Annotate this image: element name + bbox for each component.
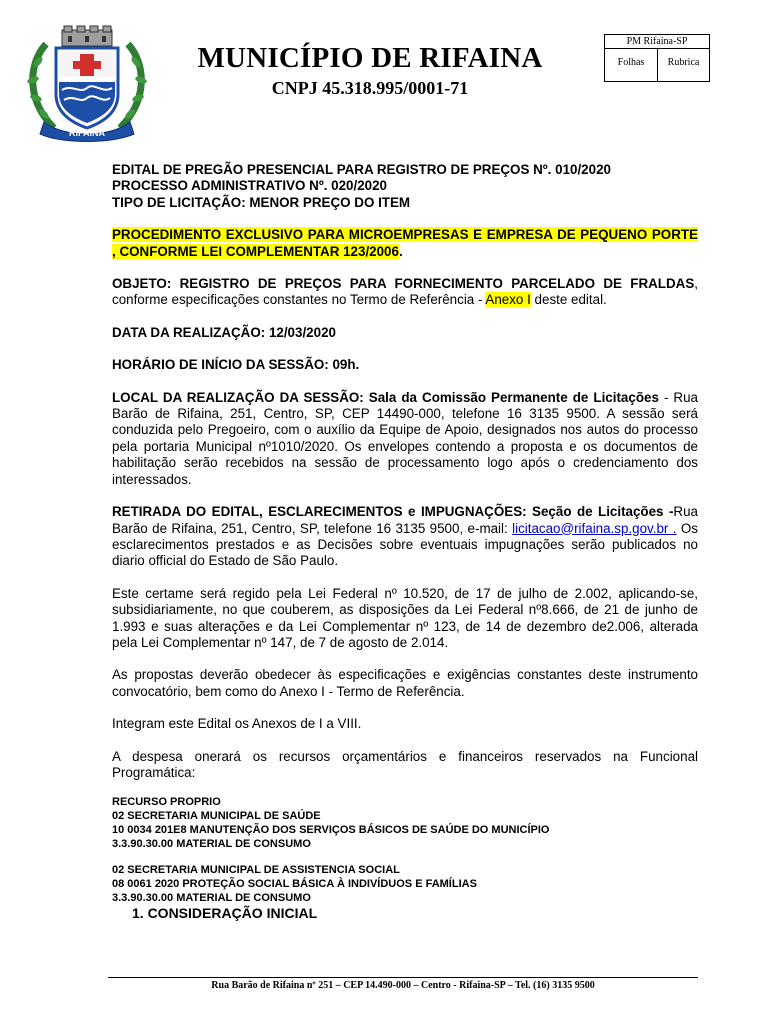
despesa-paragraph: A despesa onerará os recursos orçamentários e financeiros reservados na Funcional Programática: [112, 748, 698, 780]
recurso-line: RECURSO PROPRIO [112, 796, 221, 809]
recurso-line: 02 SECRETARIA MUNICIPAL DE ASSISTENCIA SOCIAL [112, 864, 400, 877]
recursos-block-1 [112, 795, 698, 851]
edital-line-2: PROCESSO ADMINISTRATIVO Nº. 020/2020 [112, 178, 388, 194]
recurso-line: 10 0034 201E8 MANUTENÇÃO DOS SERVIÇOS BÁSICOS DE SAÚDE DO MUNICÍPIO [112, 824, 550, 837]
page-stamp-box [604, 34, 710, 82]
email-link[interactable]: licitacao@rifaina.sp.gov.br . [512, 520, 677, 536]
recurso-line: 08 0061 2020 PROTEÇÃO SOCIAL BÁSICA À INDIVÍDUOS E FAMÍLIAS [112, 878, 477, 891]
propostas-paragraph: As propostas deverão obedecer às especificações e exigências constantes deste instrumento convocatório, bem como do Anexo I - Termo de Referência. [112, 667, 698, 699]
footer-divider [108, 977, 698, 978]
data-realizacao: DATA DA REALIZAÇÃO: 12/03/2020 [112, 324, 336, 340]
recurso-line: 3.3.90.30.00 MATERIAL DE CONSUMO [112, 892, 311, 905]
stamp-rubrica: Rubrica [667, 57, 700, 68]
page-footer: Rua Barão de Rifaina nº 251 – CEP 14.490-000 – Centro - Rifaina-SP – Tel. (16) 3135 9500 [211, 980, 595, 991]
exclusivo-paragraph: PROCEDIMENTO EXCLUSIVO PARA MICROEMPRESAS E EMPRESA DE PEQUENO PORTE , CONFORME LEI COMPLEMENTAR 123/2006. [112, 227, 698, 259]
retirada-paragraph: RETIRADA DO EDITAL, ESCLARECIMENTOS e IMPUGNAÇÕES: Seção de Licitações -Rua Barão de Rifaina, 251, Centro, SP, telefone 16 3135 9500, e-mail: licitacao@rifaina.sp.gov.br . Os esclarecimentos prestados e as Decisões sobre eventuais impugnações serão publicados no diario official do Estado de São Paulo. [112, 504, 698, 569]
horario-sessao: HORÁRIO DE INÍCIO DA SESSÃO: 09h. [112, 357, 360, 373]
recurso-line: 3.3.90.30.00 MATERIAL DE CONSUMO [112, 838, 311, 851]
stamp-title: PM Rifaina-SP [626, 36, 688, 47]
recurso-line: 02 SECRETARIA MUNICIPAL DE SAÚDE [112, 810, 321, 823]
document-body [112, 162, 698, 922]
recursos-block-2 [112, 863, 698, 905]
stamp-folhas: Folhas [605, 49, 658, 82]
local-paragraph: LOCAL DA REALIZAÇÃO DA SESSÃO: Sala da Comissão Permanente de Licitações - Rua Barão de Rifaina, 251, Centro, SP, CEP 14490-000, telefone 16 3135 9500. A sessão será conduzida pelo Pregoeiro, com o auxílio da Equipe de Apoio, designados nos autos do processo pela portaria Municipal nº1010/2020. Os envelopes contendo a proposta e os documentos de habilitação serão recebidos na sessão de processamento logo após o credenciamento dos interessados. [112, 389, 698, 487]
crest-ribbon-text: RIFAINA [69, 128, 105, 138]
cnpj: CNPJ 45.318.995/0001-71 [271, 78, 469, 98]
objeto-paragraph: OBJETO: REGISTRO DE PREÇOS PARA FORNECIMENTO PARCELADO DE FRALDAS, conforme especificações constantes no Termo de Referência - Anexo I deste edital. [112, 276, 698, 308]
edital-line-1: EDITAL DE PREGÃO PRESENCIAL PARA REGISTRO DE PREÇOS Nº. 010/2020 [112, 162, 611, 177]
anexos-paragraph: Integram este Edital os Anexos de I a VIII. [112, 716, 362, 732]
page-title: MUNICÍPIO DE RIFAINA [197, 42, 543, 74]
edital-line-3: TIPO DE LICITAÇÃO: MENOR PREÇO DO ITEM [112, 194, 411, 210]
lei-paragraph: Este certame será regido pela Lei Federal nº 10.520, de 17 de julho de 2.002, aplicando-se, subsidiariamente, no que couberem, as disposições da Lei Federal nº8.666, de 21 de junho de 1.993 e suas alterações e da Lei Complementar nº 123, de 14 de dezembro de2.006, alterada pela Lei Complementar nº 147, de 7 de agosto de 2.014. [112, 585, 698, 650]
exclusivo-highlight: PROCEDIMENTO EXCLUSIVO PARA MICROEMPRESAS E EMPRESA DE PEQUENO PORTE , CONFORME LEI COMPLEMENTAR 123/2006 [112, 227, 698, 259]
section-heading: 1. CONSIDERAÇÃO INICIAL [132, 905, 318, 922]
municipal-crest-icon [24, 24, 150, 142]
anexo-highlight: Anexo I [485, 292, 531, 308]
